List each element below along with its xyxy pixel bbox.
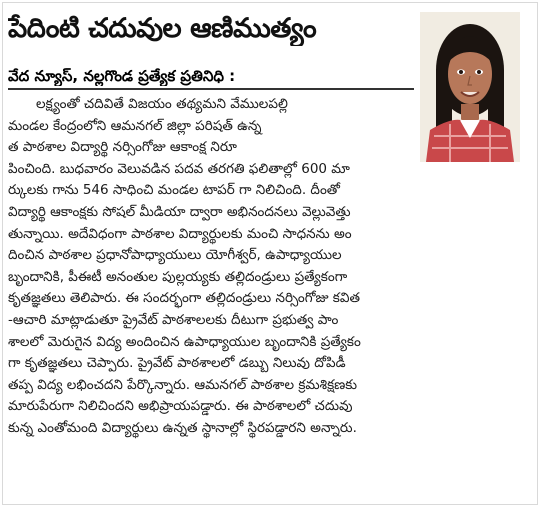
byline-divider [8,88,414,90]
body-line: త పాఠశాల విద్యార్థి నర్సింగోజు ఆకాంక్ష నిరూ [8,139,237,156]
body-line: తప్ప విద్య లభించదని పేర్కొన్నారు. ఆమనగల్ పాఠశాల క్రమశిక్షణకు [8,376,357,393]
article-headline: పేదింటి చదువుల ఆణిముత్యం [8,13,317,44]
body-line: తున్నాయి. అదేవిధంగా పాఠశాల విద్యార్థులకు మంచి సాధనను అం [8,225,352,242]
body-line: పించింది. బుధవారం వెలువడిన పదవ తరగతి ఫలితాల్లో 600 మా [8,160,350,177]
body-line: లక్ష్యంతో చదివితే విజయం తథ్యమని వేములపల్లి [36,96,288,112]
body-line: విద్యార్థి ఆకాంక్షకు సోషల్ మీడియా ద్వారా అభినందనలు వెల్లువెత్తు [8,203,351,220]
article-byline: వేద న్యూస్, నల్లగొండ ప్రత్యేక ప్రతినిధి : [8,67,236,85]
body-line: -ఆచారి మాట్లాడుతూ ప్రైవేట్ పాఠశాలలకు దీటుగా ప్రభుత్వ పాం [8,311,339,328]
body-line: దించిన పాఠశాల ప్రధానోపాధ్యాయులు యోగీశ్వర్, ఉపాధ్యాయుల [8,247,342,264]
body-line: కున్న ఎంతోమంది విద్యార్థులు ఉన్నత స్థానాల్లో స్థిరపడ్డారని అన్నారు. [8,419,357,436]
body-line: బృందానికి, పీఈటీ అనంతుల పుల్లయ్యకు తల్లిదండ్రులు ప్రత్యేకంగా [8,268,348,285]
body-line: మారుపేరుగా నిలిచిందని అభిప్రాయపడ్డారు. ఈ పాఠశాలలో చదువు [8,398,353,415]
article-body [8,94,528,440]
body-line: కృతజ్ఞతలు తెలిపారు. ఈ సందర్భంగా తల్లిదండ్రులు నర్సింగోజు కవిత [8,290,360,307]
body-line: గా కృతజ్ఞతలు చెప్పారు. ప్రైవేట్ పాఠశాలలో డబ్బు నిలువు దోపిడీ [8,355,346,372]
body-line: మండల కేంద్రంలోని ఆమనగల్ జిల్లా పరిషత్ ఉన్న [8,117,262,134]
body-line: ర్కులకు గాను 546 సాధించి మండల టాపర్ గా నిలిచింది. దీంతో [8,182,340,199]
body-line: శాలలో మెరుగైన విద్య అందించిన ఉపాధ్యాయుల బృందానికి ప్రత్యేకం [8,333,361,350]
